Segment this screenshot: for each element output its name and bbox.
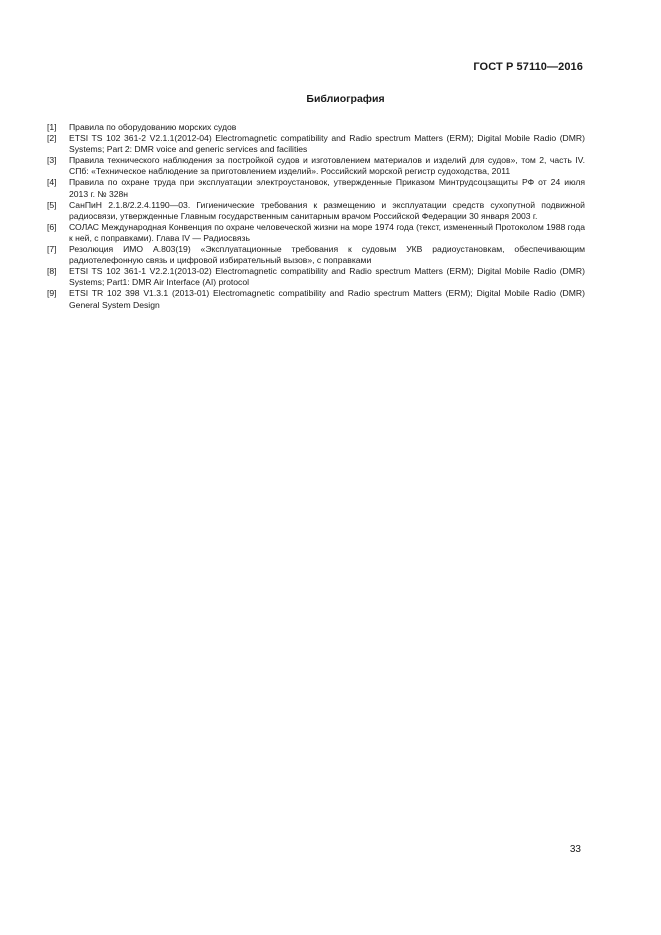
entry-text: ETSI TR 102 398 V1.3.1 (2013-01) Electromagnetic compatibility and Radio spectrum Matters (ERM); Digital Mobile Radio (DMR) General System Design [69,288,585,310]
entry-number: [5] [47,199,57,210]
entry-text: СанПиН 2.1.8/2.2.4.1190—03. Гигиенические требования к размещению и эксплуатации средств сухопутной подвижной радиосвязи, утвержденные Главным государственным санитарным врачом Российской Федерации 30 января 2003 г. [69,199,585,221]
bibliography-entry-2 [47,133,585,155]
entry-number: [4] [47,177,57,188]
bibliography-entry-1 [47,122,585,133]
entry-number: [9] [47,288,57,299]
entry-number: [8] [47,266,57,277]
entry-text: Резолюция ИМО А.803(19) «Эксплуатационные требования к судовым УКВ радиоустановкам, обеспечивающим радиотелефонную связь и цифровой избирательный вызов», с поправками [69,244,585,266]
bibliography-entry-5 [47,200,585,222]
bibliography-title: Библиография [306,93,385,105]
entry-text: СОЛАС Международная Конвенция по охране человеческой жизни на море 1974 года (текст, измененный Протоколом 1988 года к ней, с поправками). Глава IV — Радиосвязь [69,221,585,243]
entry-text: ETSI TS 102 361-1 V2.2.1(2013-02) Electromagnetic compatibility and Radio spectrum Matters (ERM); Digital Mobile Radio (DMR) Systems; Part1: DMR Air Interface (AI) protocol [69,266,585,288]
entry-text: Правила по оборудованию морских судов [69,122,237,132]
entry-number: [3] [47,155,57,166]
entry-text: Правила по охране труда при эксплуатации электроустановок, утвержденные Приказом Минтрудсоцзащиты РФ от 24 июля 2013 г. № 328н [69,177,585,199]
entry-number: [1] [47,122,57,132]
bibliography-entry-9 [47,288,585,310]
bibliography-entry-7 [47,244,585,266]
entry-text: Правила технического наблюдения за постройкой судов и изготовлением материалов и изделий для судов», том 2, часть IV. СПб: «Техническое наблюдение за приготовлением изделий». Российский морской регистр судоходства, 2011 [69,155,585,177]
bibliography-entry-8 [47,266,585,288]
entry-number: [6] [47,221,57,232]
page-number: 33 [569,844,581,855]
entry-number: [2] [47,133,57,144]
bibliography-entry-6 [47,222,585,244]
bibliography-entry-4 [47,177,585,199]
entry-number: [7] [47,244,57,255]
entry-text: ETSI TS 102 361-2 V2.1.1(2012-04) Electromagnetic compatibility and Radio spectrum Matters (ERM); Digital Mobile Radio (DMR) Systems; Part 2: DMR voice and generic services and facilities [69,133,585,155]
bibliography-entry-3 [47,155,585,177]
standard-code: ГОСТ Р 57110—2016 [473,61,583,73]
bibliography-list [47,122,585,311]
